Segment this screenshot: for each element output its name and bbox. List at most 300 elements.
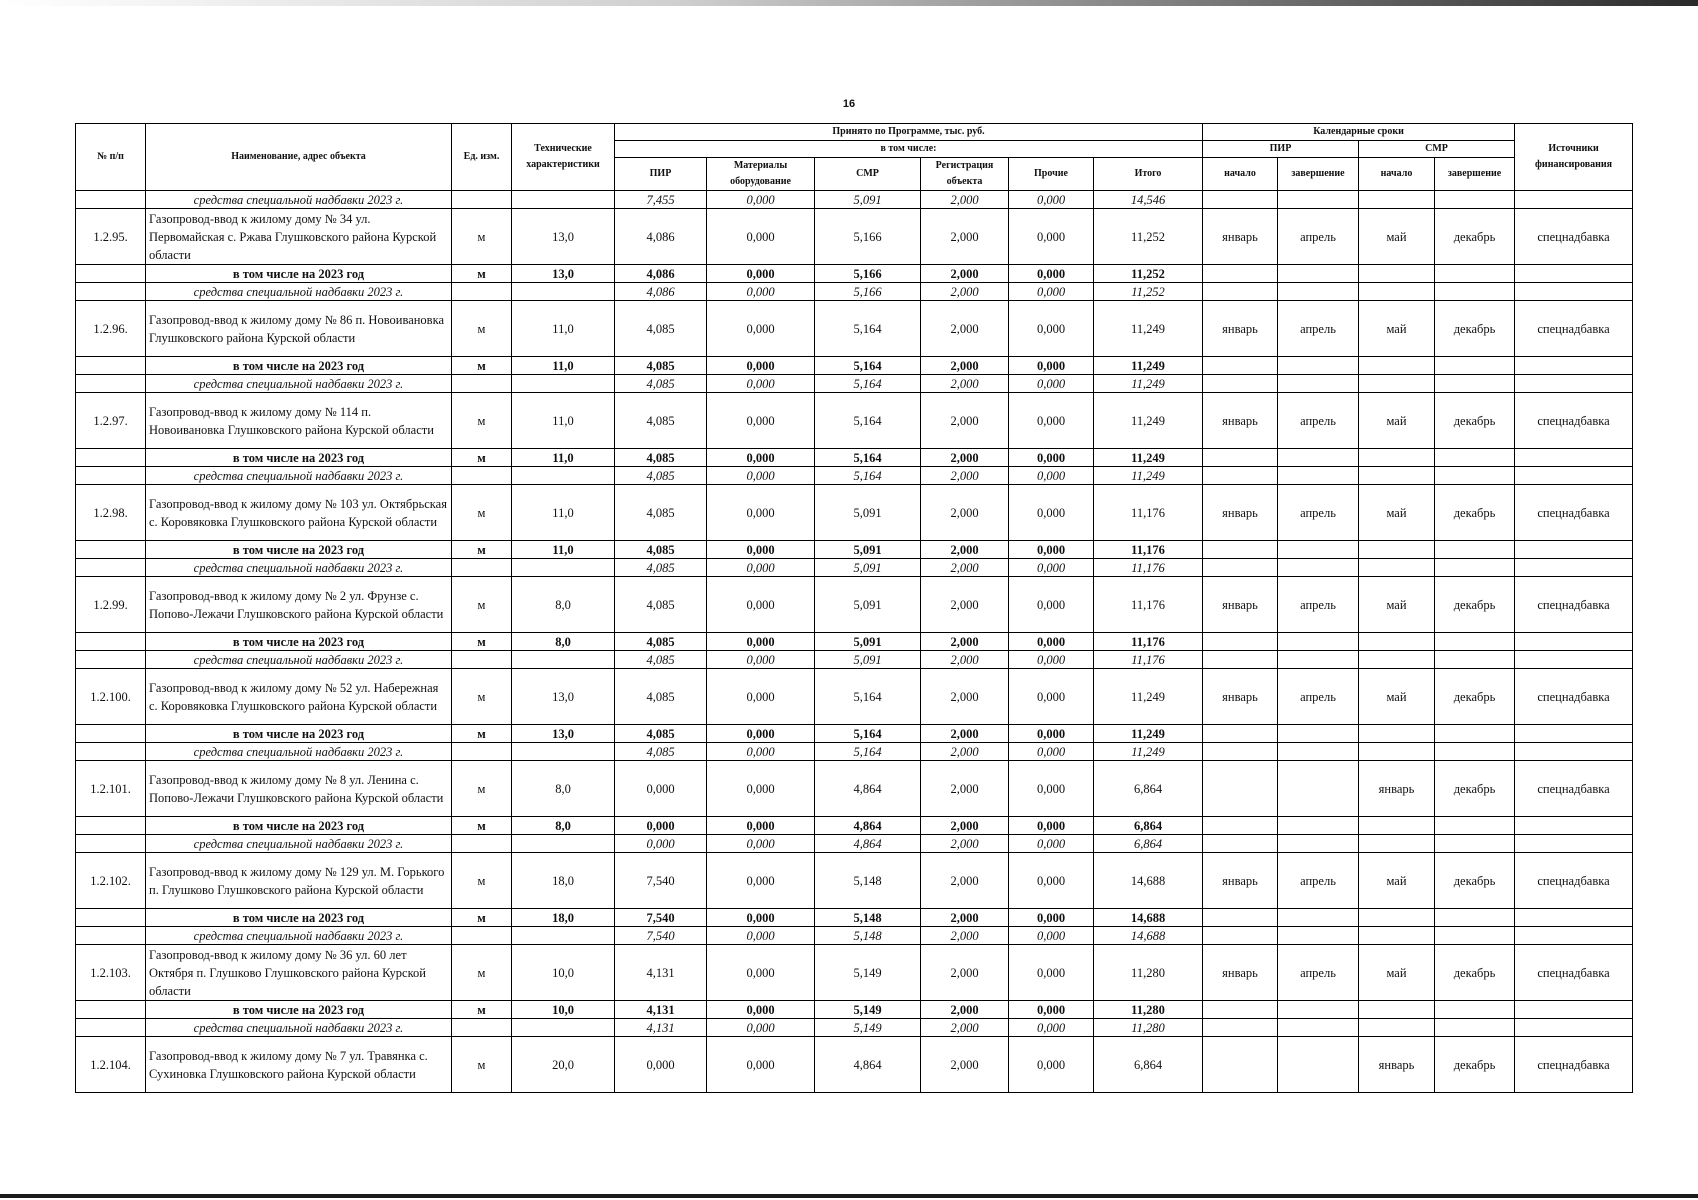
cell-empty xyxy=(1515,559,1633,577)
sub-unit: м xyxy=(452,1001,512,1019)
spec-other: 0,000 xyxy=(1009,743,1094,761)
row-name: Газопровод-ввод к жилому дому № 52 ул. Набережная с. Коровяковка Глушковского района Курской области xyxy=(146,669,452,725)
cell-empty xyxy=(512,283,615,301)
cell-empty xyxy=(1278,559,1359,577)
cell-empty xyxy=(76,1001,146,1019)
row-name: Газопровод-ввод к жилому дому № 86 п. Новоивановка Глушковского района Курской области xyxy=(146,301,452,357)
cell-empty xyxy=(1278,1019,1359,1037)
cell-empty xyxy=(1203,651,1278,669)
row-source: спецнадбавка xyxy=(1515,577,1633,633)
cell-empty xyxy=(1203,357,1278,375)
sub-unit: м xyxy=(452,817,512,835)
cell-empty xyxy=(1435,375,1515,393)
cell-empty xyxy=(76,283,146,301)
row-pir-start: январь xyxy=(1203,945,1278,1001)
sub-smr: 5,091 xyxy=(815,541,921,559)
sub-smr: 5,166 xyxy=(815,265,921,283)
sub-pir: 4,085 xyxy=(615,357,707,375)
cell-empty xyxy=(1203,743,1278,761)
cell-empty xyxy=(1435,265,1515,283)
row-unit: м xyxy=(452,1037,512,1093)
cell-empty xyxy=(452,1019,512,1037)
row-total: 11,176 xyxy=(1094,485,1203,541)
cell-empty xyxy=(1203,191,1278,209)
header-sources: Источники финансирования xyxy=(1515,124,1633,191)
row-pir-end: апрель xyxy=(1278,301,1359,357)
cell-empty xyxy=(1278,449,1359,467)
row-unit: м xyxy=(452,577,512,633)
row-name: Газопровод-ввод к жилому дому № 36 ул. 60 лет Октября п. Глушково Глушковского района Курской области xyxy=(146,945,452,1001)
spec-label: средства специальной надбавки 2023 г. xyxy=(146,651,452,669)
row-source: спецнадбавка xyxy=(1515,853,1633,909)
spec-pir: 4,085 xyxy=(615,743,707,761)
row-source: спецнадбавка xyxy=(1515,393,1633,449)
row-tech: 10,0 xyxy=(512,945,615,1001)
row-pir: 4,085 xyxy=(615,577,707,633)
sub-label: в том числе на 2023 год xyxy=(146,357,452,375)
row-smr-start: май xyxy=(1359,301,1435,357)
cell-empty xyxy=(1515,467,1633,485)
row-smr: 5,164 xyxy=(815,301,921,357)
cell-empty xyxy=(1359,1019,1435,1037)
row-smr-start: май xyxy=(1359,209,1435,265)
cell-empty xyxy=(76,449,146,467)
year-subtotal-row xyxy=(76,449,1633,467)
spec-other: 0,000 xyxy=(1009,467,1094,485)
sub-tech: 11,0 xyxy=(512,449,615,467)
row-tech: 11,0 xyxy=(512,393,615,449)
cell-empty xyxy=(1435,283,1515,301)
cell-empty xyxy=(1435,909,1515,927)
header-registration: Регистрация объекта xyxy=(921,158,1009,191)
row-name: Газопровод-ввод к жилому дому № 8 ул. Ленина с. Попово-Лежачи Глушковского района Курской области xyxy=(146,761,452,817)
cell-empty xyxy=(1203,1001,1278,1019)
row-other: 0,000 xyxy=(1009,485,1094,541)
cell-empty xyxy=(1203,909,1278,927)
row-source: спецнадбавка xyxy=(1515,301,1633,357)
sub-label: в том числе на 2023 год xyxy=(146,265,452,283)
row-pir: 4,085 xyxy=(615,485,707,541)
spec-materials: 0,000 xyxy=(707,191,815,209)
row-registration: 2,000 xyxy=(921,669,1009,725)
spec-smr: 5,091 xyxy=(815,191,921,209)
row-pir-end xyxy=(1278,761,1359,817)
cell-empty xyxy=(452,375,512,393)
row-tech: 11,0 xyxy=(512,485,615,541)
spec-smr: 5,164 xyxy=(815,467,921,485)
row-num: 1.2.101. xyxy=(76,761,146,817)
spec-pir: 0,000 xyxy=(615,835,707,853)
table-row xyxy=(76,393,1633,449)
cell-empty xyxy=(452,927,512,945)
spec-pir: 7,540 xyxy=(615,927,707,945)
row-smr-end: декабрь xyxy=(1435,485,1515,541)
cell-empty xyxy=(1359,357,1435,375)
scan-edge-top xyxy=(0,0,1698,6)
cell-empty xyxy=(1203,467,1278,485)
cell-empty xyxy=(76,541,146,559)
cell-empty xyxy=(1515,1019,1633,1037)
row-smr: 5,148 xyxy=(815,853,921,909)
spec-pir: 4,085 xyxy=(615,375,707,393)
cell-empty xyxy=(1278,467,1359,485)
header-pir-end: завершение xyxy=(1278,158,1359,191)
sub-other: 0,000 xyxy=(1009,541,1094,559)
cell-empty xyxy=(1359,265,1435,283)
cell-empty xyxy=(1203,265,1278,283)
sub-smr: 5,149 xyxy=(815,1001,921,1019)
row-pir-end: апрель xyxy=(1278,945,1359,1001)
sub-other: 0,000 xyxy=(1009,633,1094,651)
spec-pir: 4,085 xyxy=(615,559,707,577)
cell-empty xyxy=(1435,541,1515,559)
cell-empty xyxy=(1435,1019,1515,1037)
sub-tech: 13,0 xyxy=(512,265,615,283)
row-tech: 20,0 xyxy=(512,1037,615,1093)
header-smr: СМР xyxy=(815,158,921,191)
spec-materials: 0,000 xyxy=(707,1019,815,1037)
cell-empty xyxy=(1278,927,1359,945)
cell-empty xyxy=(512,651,615,669)
cell-empty xyxy=(76,835,146,853)
sub-registration: 2,000 xyxy=(921,449,1009,467)
sub-unit: м xyxy=(452,541,512,559)
row-tech: 13,0 xyxy=(512,669,615,725)
header-total: Итого xyxy=(1094,158,1203,191)
spec-registration: 2,000 xyxy=(921,375,1009,393)
cell-empty xyxy=(1359,375,1435,393)
row-registration: 2,000 xyxy=(921,485,1009,541)
cell-empty xyxy=(1359,743,1435,761)
row-pir: 4,086 xyxy=(615,209,707,265)
cell-empty xyxy=(1515,909,1633,927)
cell-empty xyxy=(1515,835,1633,853)
cell-empty xyxy=(452,467,512,485)
special-allowance-row xyxy=(76,467,1633,485)
cell-empty xyxy=(512,1019,615,1037)
table-body xyxy=(76,191,1633,1093)
row-pir-end: апрель xyxy=(1278,393,1359,449)
cell-empty xyxy=(1278,909,1359,927)
row-name: Газопровод-ввод к жилому дому № 114 п. Новоивановка Глушковского района Курской области xyxy=(146,393,452,449)
row-other: 0,000 xyxy=(1009,669,1094,725)
header-accepted: Принято по Программе, тыс. руб. xyxy=(615,124,1203,141)
sub-materials: 0,000 xyxy=(707,357,815,375)
row-materials: 0,000 xyxy=(707,485,815,541)
cell-empty xyxy=(1203,449,1278,467)
row-materials: 0,000 xyxy=(707,209,815,265)
cell-empty xyxy=(1278,191,1359,209)
row-materials: 0,000 xyxy=(707,393,815,449)
row-source: спецнадбавка xyxy=(1515,669,1633,725)
spec-label: средства специальной надбавки 2023 г. xyxy=(146,559,452,577)
cell-empty xyxy=(1435,559,1515,577)
spec-smr: 5,149 xyxy=(815,1019,921,1037)
row-total: 11,249 xyxy=(1094,393,1203,449)
row-name: Газопровод-ввод к жилому дому № 103 ул. Октябрьская с. Коровяковка Глушковского района Курской области xyxy=(146,485,452,541)
row-pir-start: январь xyxy=(1203,577,1278,633)
row-materials: 0,000 xyxy=(707,853,815,909)
row-unit: м xyxy=(452,209,512,265)
row-other: 0,000 xyxy=(1009,761,1094,817)
cell-empty xyxy=(1359,835,1435,853)
row-num: 1.2.98. xyxy=(76,485,146,541)
row-total: 11,280 xyxy=(1094,945,1203,1001)
spec-other: 0,000 xyxy=(1009,191,1094,209)
row-source: спецнадбавка xyxy=(1515,761,1633,817)
sub-unit: м xyxy=(452,265,512,283)
sub-total: 11,176 xyxy=(1094,633,1203,651)
row-smr-end: декабрь xyxy=(1435,301,1515,357)
header-calendar: Календарные сроки xyxy=(1203,124,1515,141)
cell-empty xyxy=(1515,191,1633,209)
row-materials: 0,000 xyxy=(707,301,815,357)
cell-empty xyxy=(1435,449,1515,467)
table-row xyxy=(76,853,1633,909)
row-pir-end xyxy=(1278,1037,1359,1093)
row-smr: 5,166 xyxy=(815,209,921,265)
cell-empty xyxy=(512,927,615,945)
sub-materials: 0,000 xyxy=(707,909,815,927)
sub-registration: 2,000 xyxy=(921,1001,1009,1019)
sub-pir: 4,086 xyxy=(615,265,707,283)
spec-pir: 4,085 xyxy=(615,651,707,669)
table-row xyxy=(76,761,1633,817)
row-pir-start: январь xyxy=(1203,669,1278,725)
spec-materials: 0,000 xyxy=(707,835,815,853)
row-smr-end: декабрь xyxy=(1435,209,1515,265)
header-smr-start: начало xyxy=(1359,158,1435,191)
header-pir-start: начало xyxy=(1203,158,1278,191)
spec-label: средства специальной надбавки 2023 г. xyxy=(146,375,452,393)
cell-empty xyxy=(76,743,146,761)
row-registration: 2,000 xyxy=(921,945,1009,1001)
spec-total: 6,864 xyxy=(1094,835,1203,853)
cell-empty xyxy=(1435,835,1515,853)
row-smr: 5,091 xyxy=(815,577,921,633)
sub-tech: 13,0 xyxy=(512,725,615,743)
row-other: 0,000 xyxy=(1009,577,1094,633)
cell-empty xyxy=(1515,927,1633,945)
sub-materials: 0,000 xyxy=(707,817,815,835)
cell-empty xyxy=(1515,633,1633,651)
page-number: 16 xyxy=(842,98,856,110)
sub-other: 0,000 xyxy=(1009,817,1094,835)
row-total: 11,249 xyxy=(1094,301,1203,357)
sub-other: 0,000 xyxy=(1009,1001,1094,1019)
sub-label: в том числе на 2023 год xyxy=(146,909,452,927)
spec-total: 14,688 xyxy=(1094,927,1203,945)
sub-pir: 4,085 xyxy=(615,725,707,743)
cell-empty xyxy=(1435,817,1515,835)
sub-tech: 10,0 xyxy=(512,1001,615,1019)
sub-unit: м xyxy=(452,909,512,927)
sub-total: 11,249 xyxy=(1094,357,1203,375)
row-tech: 13,0 xyxy=(512,209,615,265)
cell-empty xyxy=(1515,743,1633,761)
table-row xyxy=(76,945,1633,1001)
cell-empty xyxy=(1435,651,1515,669)
row-num: 1.2.96. xyxy=(76,301,146,357)
cell-empty xyxy=(512,743,615,761)
cell-empty xyxy=(1359,449,1435,467)
spec-total: 11,252 xyxy=(1094,283,1203,301)
cell-empty xyxy=(76,927,146,945)
spec-total: 11,249 xyxy=(1094,743,1203,761)
sub-label: в том числе на 2023 год xyxy=(146,817,452,835)
cell-empty xyxy=(1278,357,1359,375)
cell-empty xyxy=(1359,651,1435,669)
sub-total: 11,280 xyxy=(1094,1001,1203,1019)
special-allowance-row xyxy=(76,283,1633,301)
row-materials: 0,000 xyxy=(707,669,815,725)
row-pir-start xyxy=(1203,761,1278,817)
row-unit: м xyxy=(452,945,512,1001)
spec-total: 11,176 xyxy=(1094,651,1203,669)
sub-total: 11,249 xyxy=(1094,449,1203,467)
spec-materials: 0,000 xyxy=(707,651,815,669)
cell-empty xyxy=(1435,927,1515,945)
row-smr-end: декабрь xyxy=(1435,669,1515,725)
spec-total: 14,546 xyxy=(1094,191,1203,209)
row-smr-end: декабрь xyxy=(1435,393,1515,449)
cell-empty xyxy=(1359,725,1435,743)
row-registration: 2,000 xyxy=(921,393,1009,449)
header-pir: ПИР xyxy=(615,158,707,191)
table-row xyxy=(76,301,1633,357)
sub-registration: 2,000 xyxy=(921,357,1009,375)
special-allowance-row xyxy=(76,651,1633,669)
cell-empty xyxy=(76,357,146,375)
row-smr-start: январь xyxy=(1359,1037,1435,1093)
cell-empty xyxy=(76,817,146,835)
row-registration: 2,000 xyxy=(921,209,1009,265)
row-unit: м xyxy=(452,393,512,449)
row-pir-end: апрель xyxy=(1278,209,1359,265)
row-pir-end: апрель xyxy=(1278,853,1359,909)
cell-empty xyxy=(1203,725,1278,743)
spec-label: средства специальной надбавки 2023 г. xyxy=(146,1019,452,1037)
sub-pir: 4,131 xyxy=(615,1001,707,1019)
spec-other: 0,000 xyxy=(1009,835,1094,853)
spec-materials: 0,000 xyxy=(707,375,815,393)
cell-empty xyxy=(1515,375,1633,393)
header-num: № п/п xyxy=(76,124,146,191)
cell-empty xyxy=(1359,927,1435,945)
spec-other: 0,000 xyxy=(1009,283,1094,301)
row-pir-start: январь xyxy=(1203,853,1278,909)
cell-empty xyxy=(1359,817,1435,835)
row-pir: 0,000 xyxy=(615,761,707,817)
cell-empty xyxy=(1359,541,1435,559)
sub-label: в том числе на 2023 год xyxy=(146,541,452,559)
cell-empty xyxy=(1203,559,1278,577)
year-subtotal-row xyxy=(76,725,1633,743)
special-allowance-row xyxy=(76,375,1633,393)
cell-empty xyxy=(1359,909,1435,927)
sub-registration: 2,000 xyxy=(921,909,1009,927)
row-smr: 4,864 xyxy=(815,761,921,817)
sub-unit: м xyxy=(452,357,512,375)
sub-materials: 0,000 xyxy=(707,449,815,467)
sub-smr: 5,164 xyxy=(815,357,921,375)
spec-materials: 0,000 xyxy=(707,467,815,485)
spec-materials: 0,000 xyxy=(707,559,815,577)
row-unit: м xyxy=(452,761,512,817)
row-other: 0,000 xyxy=(1009,393,1094,449)
row-name: Газопровод-ввод к жилому дому № 34 ул. Первомайская с. Ржава Глушковского района Курской области xyxy=(146,209,452,265)
table-header xyxy=(76,124,1633,191)
spec-smr: 5,091 xyxy=(815,559,921,577)
sub-materials: 0,000 xyxy=(707,725,815,743)
cell-empty xyxy=(76,725,146,743)
row-pir-end: апрель xyxy=(1278,485,1359,541)
cell-empty xyxy=(76,265,146,283)
row-other: 0,000 xyxy=(1009,945,1094,1001)
table-row xyxy=(76,485,1633,541)
cell-empty xyxy=(1435,191,1515,209)
cell-empty xyxy=(1278,265,1359,283)
row-registration: 2,000 xyxy=(921,853,1009,909)
spec-total: 11,249 xyxy=(1094,467,1203,485)
cell-empty xyxy=(1278,817,1359,835)
year-subtotal-row xyxy=(76,909,1633,927)
spec-label: средства специальной надбавки 2023 г. xyxy=(146,467,452,485)
sub-label: в том числе на 2023 год xyxy=(146,633,452,651)
row-smr-start: май xyxy=(1359,485,1435,541)
sub-total: 11,252 xyxy=(1094,265,1203,283)
row-num: 1.2.95. xyxy=(76,209,146,265)
row-pir: 4,085 xyxy=(615,393,707,449)
cell-empty xyxy=(1203,283,1278,301)
spec-smr: 5,164 xyxy=(815,375,921,393)
sub-registration: 2,000 xyxy=(921,725,1009,743)
cell-empty xyxy=(452,283,512,301)
cell-empty xyxy=(512,835,615,853)
cell-empty xyxy=(76,375,146,393)
row-smr-start: май xyxy=(1359,393,1435,449)
cell-empty xyxy=(1515,725,1633,743)
cell-empty xyxy=(1435,467,1515,485)
sub-tech: 18,0 xyxy=(512,909,615,927)
sub-pir: 4,085 xyxy=(615,541,707,559)
year-subtotal-row xyxy=(76,633,1633,651)
row-registration: 2,000 xyxy=(921,577,1009,633)
row-source: спецнадбавка xyxy=(1515,945,1633,1001)
cell-empty xyxy=(76,1019,146,1037)
cell-empty xyxy=(1203,835,1278,853)
sub-other: 0,000 xyxy=(1009,357,1094,375)
cell-empty xyxy=(1278,283,1359,301)
cell-empty xyxy=(76,633,146,651)
cell-empty xyxy=(1515,1001,1633,1019)
header-cal-smr: СМР xyxy=(1359,141,1515,158)
sub-tech: 11,0 xyxy=(512,357,615,375)
sub-label: в том числе на 2023 год xyxy=(146,449,452,467)
spec-registration: 2,000 xyxy=(921,1019,1009,1037)
row-source: спецнадбавка xyxy=(1515,1037,1633,1093)
cell-empty xyxy=(1515,817,1633,835)
row-name: Газопровод-ввод к жилому дому № 2 ул. Фрунзе с. Попово-Лежачи Глушковского района Курской области xyxy=(146,577,452,633)
header-cal-pir: ПИР xyxy=(1203,141,1359,158)
sub-tech: 8,0 xyxy=(512,817,615,835)
cell-empty xyxy=(1278,835,1359,853)
row-smr-end: декабрь xyxy=(1435,945,1515,1001)
spec-smr: 5,164 xyxy=(815,743,921,761)
header-tech: Технические характеристики xyxy=(512,124,615,191)
table-row xyxy=(76,669,1633,725)
cell-empty xyxy=(1515,265,1633,283)
